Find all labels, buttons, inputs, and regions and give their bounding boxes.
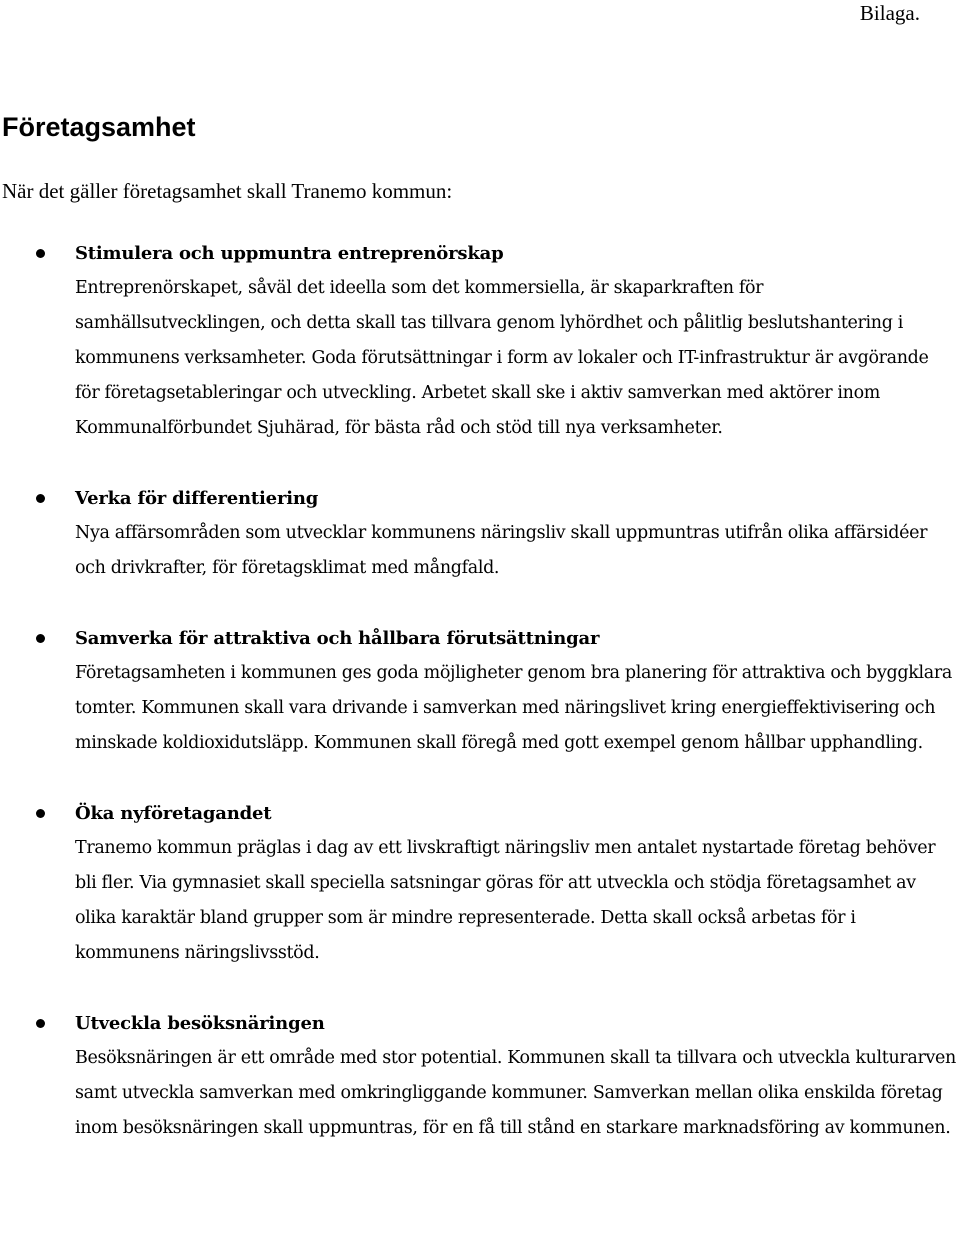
bullet-icon	[36, 809, 45, 818]
list-item-tourism	[0, 1006, 960, 1146]
item-body: Nya affärsområden som utvecklar kommunens näringsliv skall uppmuntras utifrån olika affärsidéer och drivkrafter, för företagsklimat med mångfald.	[75, 523, 928, 578]
intro-text: När det gäller företagsamhet skall Tranemo kommun:	[2, 179, 453, 203]
list-item-sustainable-conditions	[0, 621, 960, 761]
list-item-new-businesses	[0, 796, 960, 971]
bullet-icon	[36, 634, 45, 643]
item-heading: Samverka för attraktiva och hållbara förutsättningar	[75, 628, 600, 649]
list-item-entrepreneurship	[0, 236, 960, 446]
item-heading: Stimulera och uppmuntra entreprenörskap	[75, 243, 504, 264]
annex-label: Bilaga.	[859, 1, 920, 25]
item-body: Tranemo kommun präglas i dag av ett livskraftigt näringsliv men antalet nystartade företag behöver bli fler. Via gymnasiet skall speciella satsningar göras för att utveckla och stödja företagsamhet av olika karaktär bland grupper som är mindre representerade. Detta skall också arbetas för i kommunens näringslivsstöd.	[75, 838, 936, 963]
item-body: Besöksnäringen är ett område med stor potential. Kommunen skall ta tillvara och utveckla kulturarven samt utveckla samverkan med omkringliggande kommuner. Samverkan mellan olika enskilda företag inom besöksnäringen skall uppmuntras, för en få till stånd en starkare marknadsföring av kommunen.	[75, 1048, 956, 1138]
list-item-differentiation	[0, 481, 960, 586]
item-body: Företagsamheten i kommunen ges goda möjligheter genom bra planering för attraktiva och byggklara tomter. Kommunen skall vara drivande i samverkan med näringslivet kring energieffektivisering och minskade koldioxidutsläpp. Kommunen skall föregå med gott exempel genom hållbar upphandling.	[75, 663, 952, 753]
bullet-icon	[36, 1019, 45, 1028]
item-heading: Utveckla besöksnäringen	[75, 1013, 325, 1034]
item-heading: Öka nyföretagandet	[75, 803, 272, 824]
item-body: Entreprenörskapet, såväl det ideella som det kommersiella, är skaparkraften för samhällsutvecklingen, och detta skall tas tillvara genom lyhördhet och pålitlig beslutshantering i kommunens verksamheter. Goda förutsättningar i form av lokaler och IT-infrastruktur är avgörande för företagsetableringar och utveckling. Arbetet skall ske i aktiv samverkan med aktörer inom Kommunalförbundet Sjuhärad, för bästa råd och stöd till nya verksamheter.	[75, 278, 929, 438]
bullet-icon	[36, 249, 45, 258]
item-heading: Verka för differentiering	[75, 488, 319, 509]
bullet-icon	[36, 494, 45, 503]
page-title: Företagsamhet	[2, 112, 196, 142]
goal-list	[0, 236, 960, 1181]
